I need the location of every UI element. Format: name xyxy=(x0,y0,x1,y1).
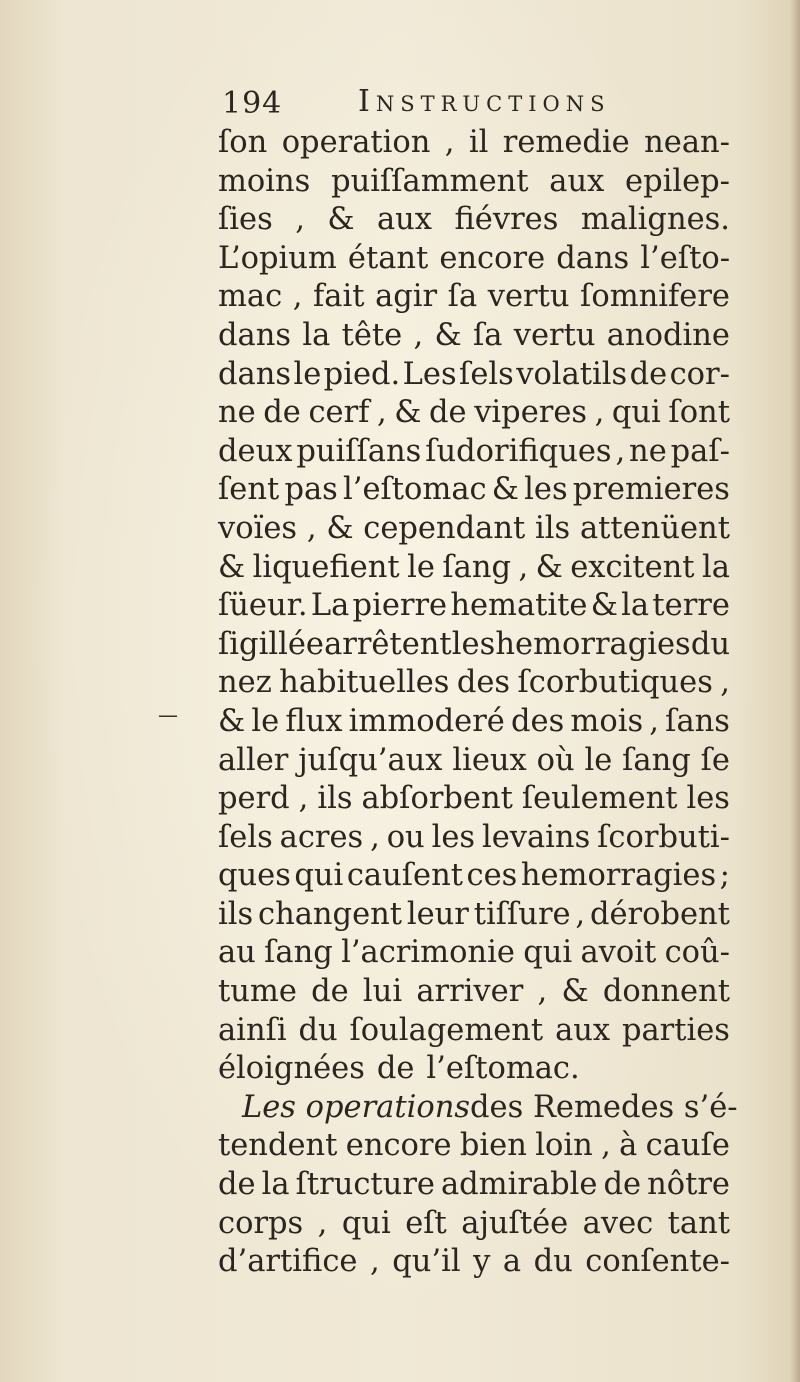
text-line xyxy=(218,471,730,510)
word: ainſi xyxy=(218,1012,287,1048)
word: tume xyxy=(218,974,297,1010)
word: coû- xyxy=(664,935,730,971)
word: voïes xyxy=(218,510,298,546)
word: & xyxy=(218,703,246,739)
word: liquefient xyxy=(252,549,400,585)
text-line xyxy=(218,240,730,279)
word: fait xyxy=(313,279,365,315)
word: dans xyxy=(218,356,292,392)
word: , xyxy=(537,974,548,1010)
word: l’acrimonie xyxy=(341,935,515,971)
word: remedie xyxy=(502,125,630,160)
word: , xyxy=(370,1244,380,1280)
word: ajuſtée xyxy=(461,1205,569,1241)
word: epilep- xyxy=(625,163,730,199)
word: attenüent xyxy=(579,510,730,546)
word: ſies xyxy=(218,202,273,238)
text-line xyxy=(218,510,730,549)
word: le xyxy=(584,742,613,778)
word: & xyxy=(590,588,618,624)
page-edge-shadow xyxy=(790,0,800,1382)
italic-lead: Les operations xyxy=(242,1089,471,1125)
word: cerf xyxy=(308,395,370,431)
word: de xyxy=(218,1167,256,1203)
word: les xyxy=(451,626,496,662)
word: nean- xyxy=(644,125,730,160)
word: cauſe xyxy=(645,1128,730,1164)
word: où xyxy=(536,742,575,778)
word: la xyxy=(701,549,730,585)
word: éloignées xyxy=(218,1051,365,1087)
word: qui xyxy=(523,935,573,971)
word: operation xyxy=(281,125,431,160)
word: au xyxy=(218,935,256,971)
word: avoit xyxy=(580,935,657,971)
word: & xyxy=(434,317,462,353)
word: loin xyxy=(535,1128,593,1164)
word: qu’il xyxy=(392,1244,461,1280)
word: ſa xyxy=(472,317,503,353)
word: , xyxy=(317,1205,328,1241)
word: flux xyxy=(285,703,343,739)
word: ſcorbuti- xyxy=(597,819,730,855)
text-line xyxy=(218,124,730,163)
word: a xyxy=(502,1244,522,1280)
word: avec xyxy=(582,1205,654,1241)
word: hematite xyxy=(450,588,588,624)
word: des xyxy=(511,703,565,739)
word: aux xyxy=(376,202,432,238)
word: ils xyxy=(535,510,571,546)
text-line xyxy=(218,819,730,858)
word: ſont xyxy=(668,395,730,431)
word: ces xyxy=(466,858,518,894)
word: pied. xyxy=(323,356,401,392)
word: du xyxy=(298,1012,338,1048)
word: puiſſans xyxy=(296,433,422,469)
word: , xyxy=(377,395,387,431)
word: ſomnifere xyxy=(580,279,730,315)
word: aux xyxy=(555,1012,611,1048)
word: cor- xyxy=(669,356,730,392)
word: arrêtent xyxy=(324,626,452,662)
word: , xyxy=(292,279,303,315)
text-line xyxy=(218,857,730,896)
text-line xyxy=(218,394,730,433)
word: anodine xyxy=(606,317,730,353)
word: premieres xyxy=(572,472,730,508)
word: conſente- xyxy=(585,1244,730,1280)
word: agir xyxy=(375,279,438,315)
word: cauſent xyxy=(346,858,463,894)
word: ſang xyxy=(264,935,333,971)
word: , xyxy=(444,125,455,160)
word: du xyxy=(690,626,730,662)
word: , xyxy=(518,549,529,585)
word: l’eſto- xyxy=(640,240,730,276)
text-line xyxy=(218,1166,730,1205)
running-title: Instructions xyxy=(358,84,611,119)
word: de xyxy=(263,395,301,431)
word: , xyxy=(615,433,626,469)
word: qui xyxy=(611,395,661,431)
text-line xyxy=(218,1127,730,1166)
word: les xyxy=(686,781,730,817)
word: d’artifice xyxy=(218,1244,358,1280)
word: du xyxy=(533,1244,573,1280)
text-line xyxy=(218,703,730,742)
text-line xyxy=(218,1012,730,1051)
word: vertu xyxy=(487,279,570,315)
text-line-paragraph-end xyxy=(218,1050,730,1089)
word: juſqu’aux xyxy=(298,742,443,778)
word: L’opium xyxy=(218,240,337,276)
word: fiévres xyxy=(454,202,559,238)
word: hemorragies xyxy=(520,858,717,894)
word: immoderé xyxy=(348,703,505,739)
word: donnent xyxy=(602,974,730,1010)
word: lieux xyxy=(452,742,527,778)
word: & xyxy=(535,549,563,585)
word: leur xyxy=(406,896,469,932)
word: & xyxy=(561,974,589,1010)
word: viperes xyxy=(474,395,588,431)
margin-mark: — xyxy=(158,703,178,727)
text-line xyxy=(218,973,730,1012)
word: abſorbent xyxy=(361,781,513,817)
text-line xyxy=(218,433,730,472)
page-number: 194 xyxy=(222,86,283,121)
word: la xyxy=(302,317,331,353)
word: perd xyxy=(218,781,290,817)
word: ſans xyxy=(665,703,730,739)
word: qui xyxy=(341,1205,391,1241)
word: de xyxy=(603,1167,642,1203)
word: y xyxy=(473,1244,491,1280)
word: ſeulement xyxy=(521,781,678,817)
word: tiſſure xyxy=(473,896,571,932)
word: arriver xyxy=(416,974,524,1010)
word: acres xyxy=(279,819,364,855)
word: tendent xyxy=(218,1128,338,1164)
word: , xyxy=(649,703,659,739)
word: puiſſamment xyxy=(331,163,529,199)
word: ſudorifiques xyxy=(425,433,612,469)
text-line xyxy=(218,201,730,240)
lead-rest: des Remedes s’é- xyxy=(470,1089,738,1125)
word: ſon xyxy=(218,125,268,160)
word: ſüeur. xyxy=(218,588,308,624)
word: terre xyxy=(652,588,730,624)
word: Les xyxy=(402,356,457,392)
word: ſtructure xyxy=(295,1167,435,1203)
word: dans xyxy=(556,240,630,276)
word: excitent xyxy=(570,549,695,585)
word: & xyxy=(218,549,246,585)
paragraph-opening-line xyxy=(218,1089,738,1128)
word: ſigillée xyxy=(218,626,324,662)
word: étant xyxy=(347,240,429,276)
word: eſt xyxy=(405,1205,447,1241)
word: de xyxy=(311,974,349,1010)
word: habituelles xyxy=(279,665,450,701)
word: nôtre xyxy=(647,1167,730,1203)
word: ſe xyxy=(700,742,730,778)
word: pierre xyxy=(352,588,448,624)
word: des xyxy=(456,665,511,701)
word: dérobent xyxy=(589,896,730,932)
word: ſels xyxy=(218,819,273,855)
word: ſoulagement xyxy=(349,1012,544,1048)
word: ques xyxy=(218,858,291,894)
word: ils xyxy=(317,781,353,817)
text-line xyxy=(218,780,730,819)
word: pas xyxy=(284,472,338,508)
word: de xyxy=(376,1051,415,1087)
word: , xyxy=(298,781,309,817)
word: levains xyxy=(481,819,591,855)
word: , xyxy=(370,819,380,855)
word: ſang xyxy=(622,742,691,778)
word: cependant xyxy=(363,510,526,546)
word: ne xyxy=(629,433,667,469)
body-text xyxy=(218,124,738,1282)
word: mac xyxy=(218,279,283,315)
text-line xyxy=(218,896,730,935)
text-line xyxy=(218,317,730,356)
word: , xyxy=(295,202,305,238)
text-line xyxy=(218,626,730,665)
text-line xyxy=(218,934,730,973)
text-line xyxy=(218,742,730,781)
word: , xyxy=(306,510,317,546)
word: ſels xyxy=(459,356,514,392)
word: à xyxy=(619,1128,638,1164)
word: ne xyxy=(218,395,256,431)
word: parties xyxy=(621,1012,730,1048)
word: ſang xyxy=(442,549,511,585)
text-line xyxy=(218,163,730,202)
word: tant xyxy=(667,1205,730,1241)
text-line xyxy=(218,587,730,626)
word: admirable xyxy=(440,1167,598,1203)
word: la xyxy=(621,588,650,624)
word: vertu xyxy=(513,317,596,353)
word: & xyxy=(326,510,354,546)
word: encore xyxy=(345,1128,452,1164)
word: changent xyxy=(258,896,403,932)
word: , xyxy=(720,665,730,701)
word: l’eſtomac xyxy=(343,472,487,508)
word: encore xyxy=(439,240,546,276)
word: qui xyxy=(294,858,344,894)
word: La xyxy=(310,588,350,624)
word: ſcorbutiques xyxy=(517,665,713,701)
word: le xyxy=(293,356,322,392)
text-line xyxy=(218,549,730,588)
running-header xyxy=(222,82,742,122)
word: les xyxy=(431,819,476,855)
word: la xyxy=(261,1167,290,1203)
word: ; xyxy=(719,858,730,894)
text-line xyxy=(218,1205,730,1244)
word: moins xyxy=(218,163,311,199)
word: il xyxy=(468,125,489,160)
word: , xyxy=(413,317,424,353)
word: lui xyxy=(362,974,403,1010)
word: & xyxy=(394,395,422,431)
word: hemorragies xyxy=(495,626,691,662)
word: paſ- xyxy=(670,433,730,469)
text-line xyxy=(218,664,730,703)
text-line xyxy=(218,1243,730,1282)
word: ſent xyxy=(218,472,280,508)
word: corps xyxy=(218,1205,304,1241)
word: & xyxy=(491,472,519,508)
word: ou xyxy=(386,819,425,855)
word: l’eſtomac. xyxy=(426,1051,580,1087)
word: bien xyxy=(459,1128,527,1164)
word: nez xyxy=(218,665,272,701)
word: deux xyxy=(218,433,293,469)
word: aux xyxy=(549,163,605,199)
word: ſa xyxy=(447,279,478,315)
word: , xyxy=(575,896,586,932)
word: volatils xyxy=(516,356,628,392)
word: le xyxy=(407,549,435,585)
word: & xyxy=(327,202,355,238)
word: dans xyxy=(218,317,292,353)
word: de xyxy=(629,356,668,392)
word: ils xyxy=(218,896,254,932)
word: , xyxy=(594,395,605,431)
text-line xyxy=(218,278,730,317)
word: mois xyxy=(570,703,644,739)
word: , xyxy=(601,1128,611,1164)
word: malignes. xyxy=(580,202,730,238)
word: le xyxy=(251,703,280,739)
text-line xyxy=(218,356,730,395)
word: tête xyxy=(341,317,403,353)
word: aller xyxy=(218,742,289,778)
word: de xyxy=(429,395,467,431)
word: les xyxy=(524,472,568,508)
